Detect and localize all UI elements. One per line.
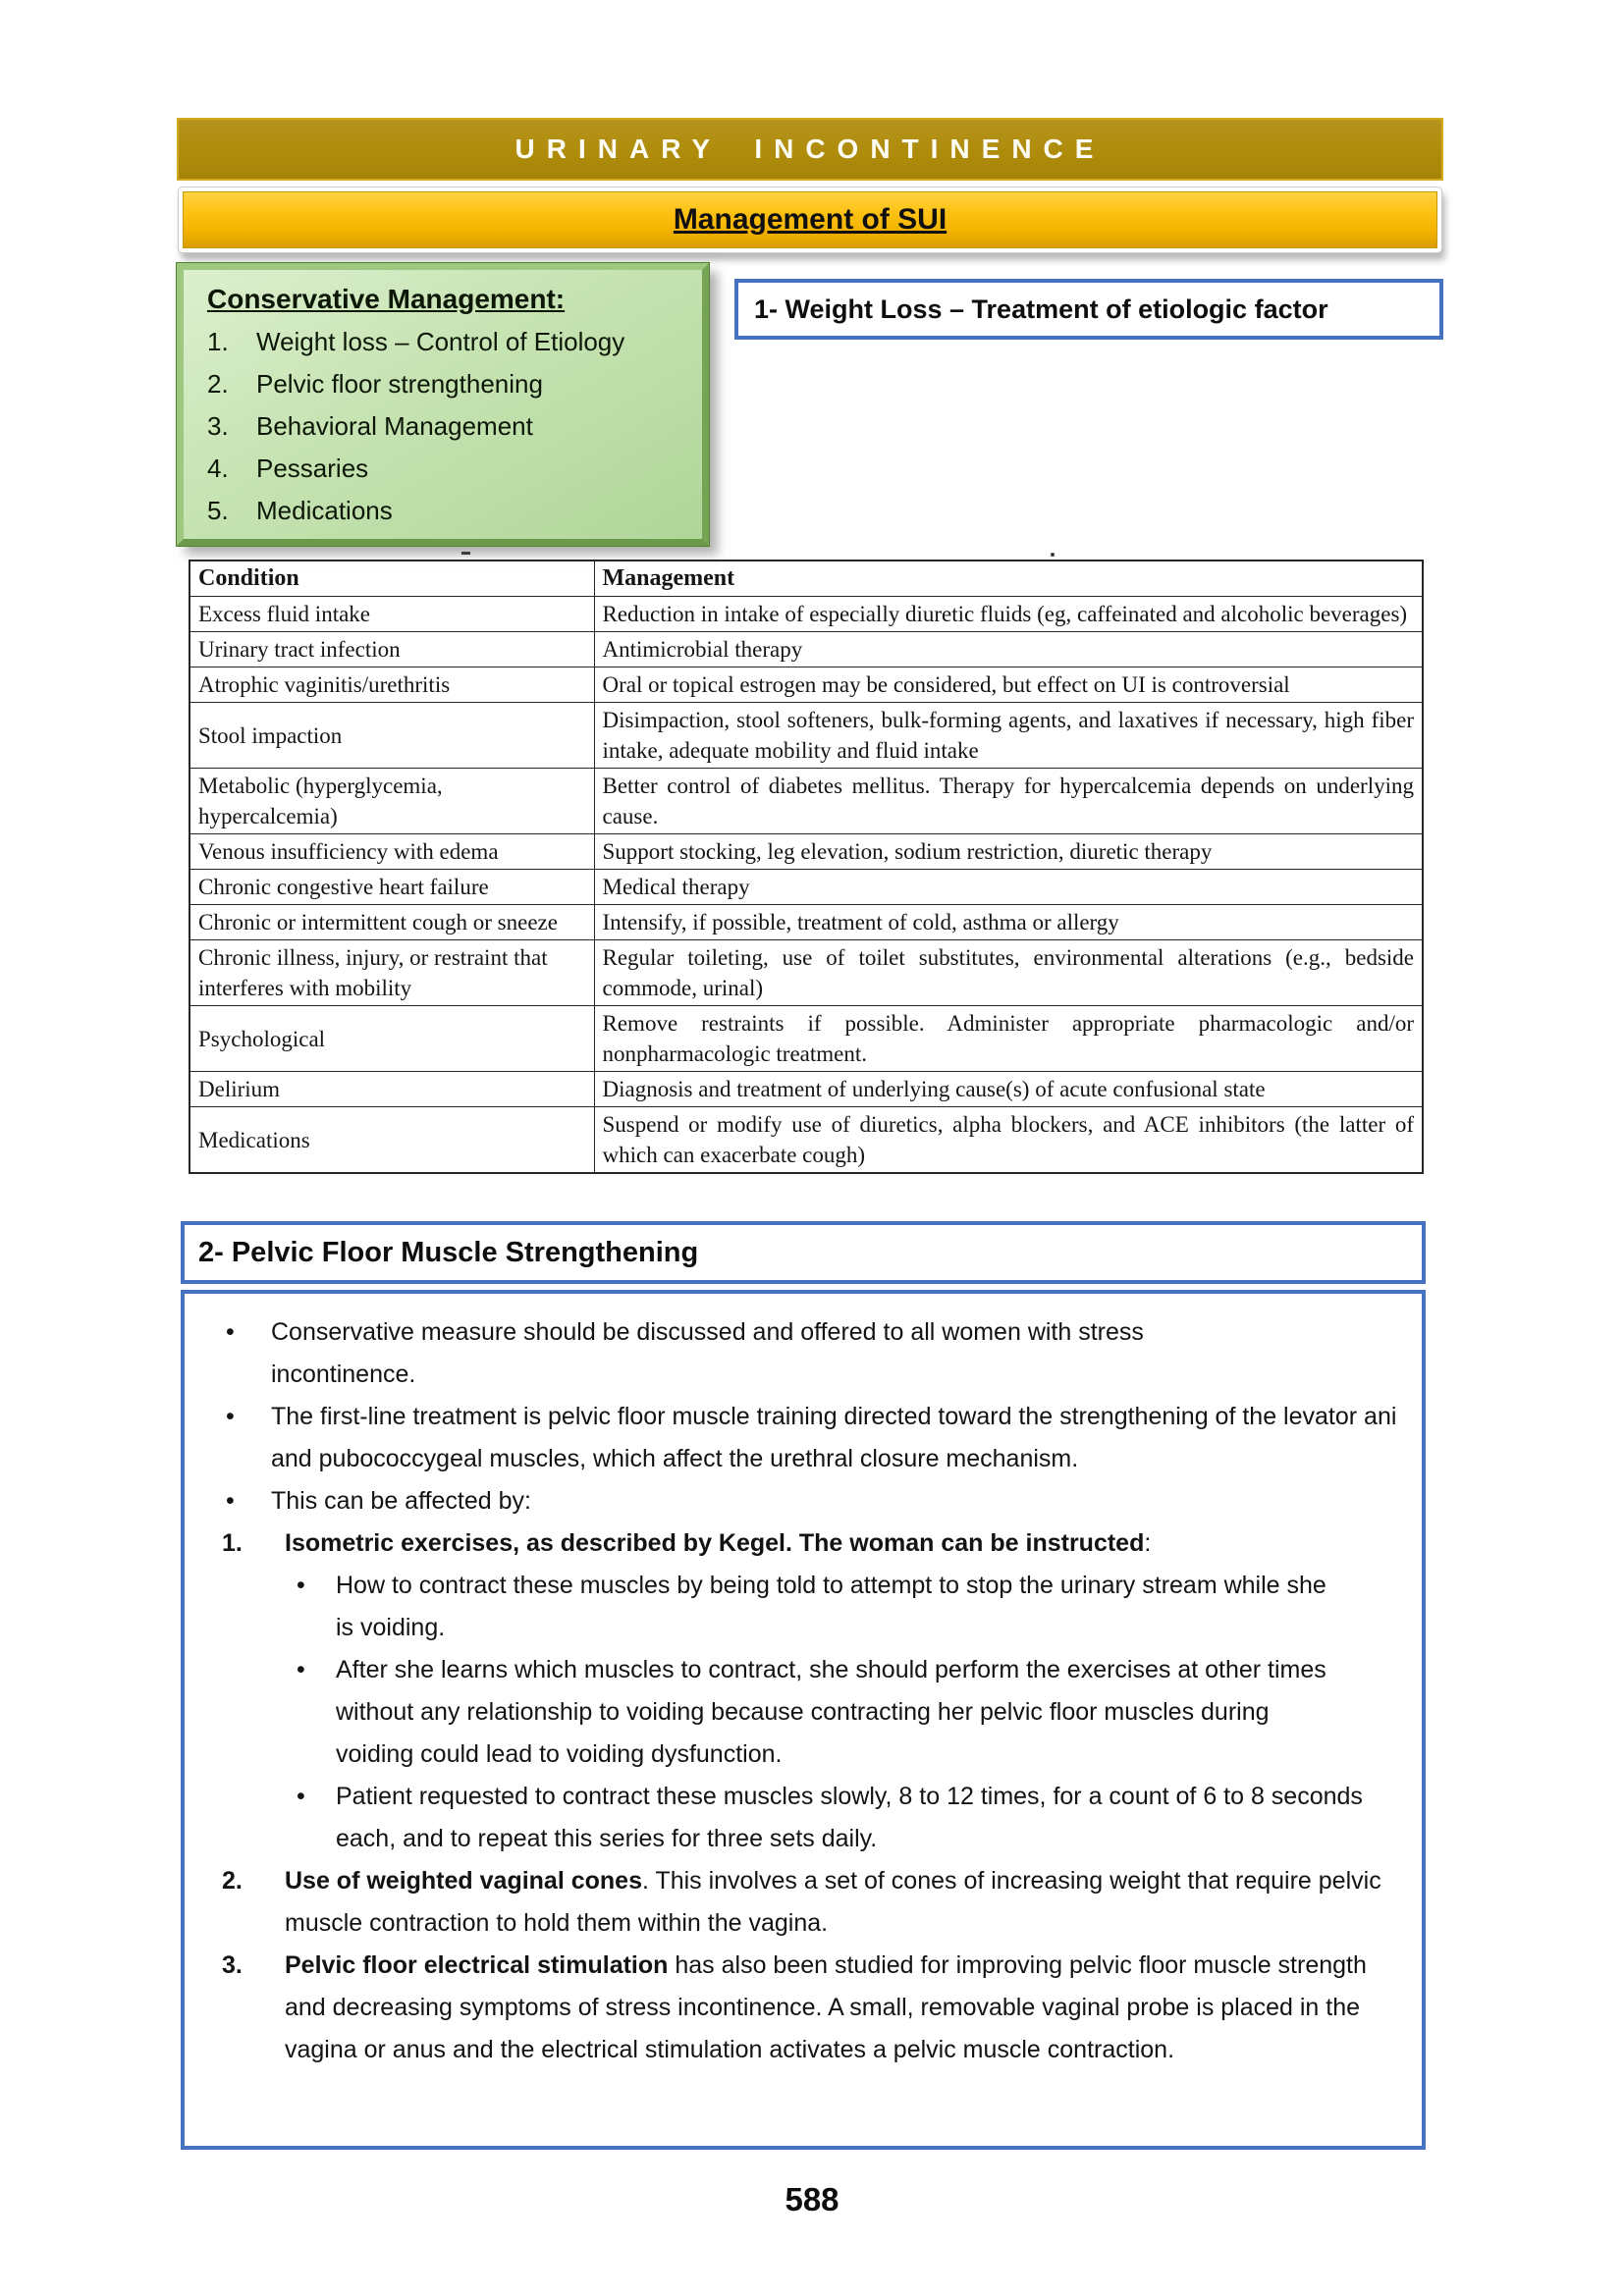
item-bold-text: Pelvic floor electrical stimulation: [285, 1951, 669, 1979]
column-header-condition: Condition: [189, 561, 594, 597]
condition-cell: Excess fluid intake: [189, 597, 594, 632]
table-row: [189, 1072, 1423, 1107]
item-plain-text: After she learns which muscles to contract, she should perform the exercises at other times without any relationship to voiding because contracting her pelvic floor muscles during voiding could lead to voiding dysfunction.: [336, 1656, 1326, 1768]
management-cell: Reduction in intake of especially diuretic fluids (eg, caffeinated and alcoholic beverages): [594, 597, 1423, 632]
item-number: 4.: [207, 454, 229, 483]
conservative-management-box: [177, 263, 709, 546]
section2-list-item: [220, 1945, 1404, 2071]
item-number: 5.: [207, 496, 229, 525]
item-text: Pelvic floor strengthening: [256, 369, 543, 399]
item-bold-text: Use of weighted vaginal cones: [285, 1867, 642, 1895]
table-row: [189, 870, 1423, 905]
condition-cell: Chronic congestive heart failure: [189, 870, 594, 905]
column-header-management: Management: [594, 561, 1423, 597]
item-marker: 2.: [222, 1867, 243, 1895]
item-text: Behavioral Management: [256, 411, 533, 441]
page-subtitle: Management of SUI: [673, 203, 947, 236]
item-text: Medications: [256, 496, 393, 525]
section2-content-box: [181, 1290, 1426, 2150]
table-row: [189, 667, 1423, 703]
item-text: [285, 1860, 1404, 1945]
list-item: [207, 321, 696, 363]
management-cell: Intensify, if possible, treatment of cold, asthma or allergy: [594, 905, 1423, 940]
section2-heading-box: [181, 1221, 1426, 1284]
item-text: [336, 1776, 1367, 1860]
table-row: [189, 834, 1423, 870]
page-number: 588: [785, 2181, 839, 2217]
title-banner: [177, 118, 1443, 181]
subtitle-banner: [183, 191, 1437, 248]
management-cell: Support stocking, leg elevation, sodium restriction, diuretic therapy: [594, 834, 1423, 870]
section2-list-item: [220, 1776, 1404, 1860]
section1-heading-box: [734, 279, 1443, 340]
section2-list-item: [220, 1565, 1404, 1649]
condition-cell: Chronic illness, injury, or restraint that interferes with mobility: [189, 940, 594, 1006]
management-cell: Regular toileting, use of toilet substitutes, environmental alterations (e.g., bedside commode, urinal): [594, 940, 1423, 1006]
section2-list-item: [220, 1311, 1404, 1396]
conservative-management-list: [207, 321, 696, 532]
section2-list-item: [220, 1522, 1404, 1565]
item-number: 3.: [207, 411, 229, 441]
management-cell: Medical therapy: [594, 870, 1423, 905]
section2-list-item: [220, 1480, 1404, 1522]
item-text: [285, 1945, 1375, 2071]
item-plain-text: This can be affected by:: [271, 1487, 531, 1515]
table-row: [189, 703, 1423, 769]
item-marker: •: [297, 1656, 305, 1683]
table-row: [189, 597, 1423, 632]
table-row: [189, 905, 1423, 940]
condition-cell: Psychological: [189, 1006, 594, 1072]
item-marker: 1.: [222, 1529, 243, 1557]
item-plain-text: How to contract these muscles by being told to attempt to stop the urinary stream while she is voiding.: [336, 1572, 1326, 1641]
list-item: [207, 405, 696, 448]
condition-cell: Urinary tract infection: [189, 632, 594, 667]
section2-list-item: [220, 1396, 1404, 1480]
list-item: [207, 363, 696, 405]
stray-print-mark: [1051, 553, 1055, 557]
management-cell: Oral or topical estrogen may be considered, but effect on UI is controversial: [594, 667, 1423, 703]
item-text: Weight loss – Control of Etiology: [256, 327, 625, 356]
item-text: Pessaries: [256, 454, 369, 483]
table-row: [189, 632, 1423, 667]
conservative-management-title: Conservative Management:: [207, 284, 566, 314]
item-plain-text: The first-line treatment is pelvic floor muscle training directed toward the strengthening of the levator ani and pubococcygeal muscles, which affect the urethral closure mechanism.: [271, 1403, 1397, 1472]
item-plain-text: Conservative measure should be discussed and offered to all women with stress incontinence.: [271, 1318, 1144, 1388]
item-plain-text: :: [1144, 1529, 1152, 1557]
stray-print-mark: [461, 552, 470, 555]
condition-cell: Medications: [189, 1107, 594, 1174]
item-marker: 3.: [222, 1951, 243, 1979]
item-plain-text: has also been studied for improving pelvic floor muscle strength and decreasing symptoms of stress incontinence. A small, removable vaginal probe is placed in the vagina or anus and the electrical stimulation activates a pelvic muscle contraction.: [285, 1951, 1367, 2063]
table-row: [189, 1107, 1423, 1174]
item-text: [271, 1396, 1404, 1480]
item-marker: •: [297, 1783, 305, 1810]
item-text: [271, 1311, 1272, 1396]
subtitle-banner-frame: [178, 187, 1442, 253]
item-number: 1.: [207, 327, 229, 356]
item-bold-text: Isometric exercises, as described by Kegel. The woman can be instructed: [285, 1529, 1145, 1557]
page-title: URINARY INCONTINENCE: [514, 133, 1106, 164]
management-cell: Antimicrobial therapy: [594, 632, 1423, 667]
condition-cell: Venous insufficiency with edema: [189, 834, 594, 870]
condition-cell: Atrophic vaginitis/urethritis: [189, 667, 594, 703]
item-plain-text: Patient requested to contract these muscles slowly, 8 to 12 times, for a count of 6 to 8 seconds each, and to repeat this series for three sets daily.: [336, 1783, 1363, 1852]
item-number: 2.: [207, 369, 229, 399]
item-marker: •: [226, 1403, 235, 1430]
list-item: [207, 448, 696, 490]
item-marker: •: [297, 1572, 305, 1599]
section2-title: 2- Pelvic Floor Muscle Strengthening: [198, 1236, 699, 1268]
section2-list-item: [220, 1860, 1404, 1945]
condition-cell: Metabolic (hyperglycemia, hypercalcemia): [189, 769, 594, 834]
condition-cell: Stool impaction: [189, 703, 594, 769]
item-marker: •: [226, 1318, 235, 1346]
management-cell: Remove restraints if possible. Administer appropriate pharmacologic and/or nonpharmacologic treatment.: [594, 1006, 1423, 1072]
item-marker: •: [226, 1487, 235, 1515]
section1-title: 1- Weight Loss – Treatment of etiologic factor: [754, 294, 1328, 324]
table-row: [189, 940, 1423, 1006]
section2-list-item: [220, 1649, 1404, 1776]
condition-management-table: [189, 560, 1424, 1174]
table-row: [189, 769, 1423, 834]
management-cell: Disimpaction, stool softeners, bulk-forming agents, and laxatives if necessary, high fiber intake, adequate mobility and fluid intake: [594, 703, 1423, 769]
item-text: [336, 1565, 1337, 1649]
table-row: [189, 1006, 1423, 1072]
condition-cell: Chronic or intermittent cough or sneeze: [189, 905, 594, 940]
item-text: [336, 1649, 1327, 1776]
item-text: [271, 1480, 531, 1522]
management-cell: Suspend or modify use of diuretics, alpha blockers, and ACE inhibitors (the latter of which can exacerbate cough): [594, 1107, 1423, 1174]
management-cell: Better control of diabetes mellitus. Therapy for hypercalcemia depends on underlying cause.: [594, 769, 1423, 834]
item-text: [285, 1522, 1151, 1565]
condition-cell: Delirium: [189, 1072, 594, 1107]
item-plain-text: . This involves a set of cones of increasing weight that require pelvic muscle contraction to hold them within the vagina.: [285, 1867, 1381, 1937]
table-header-row: [189, 561, 1423, 597]
management-cell: Diagnosis and treatment of underlying cause(s) of acute confusional state: [594, 1072, 1423, 1107]
list-item: [207, 490, 696, 532]
